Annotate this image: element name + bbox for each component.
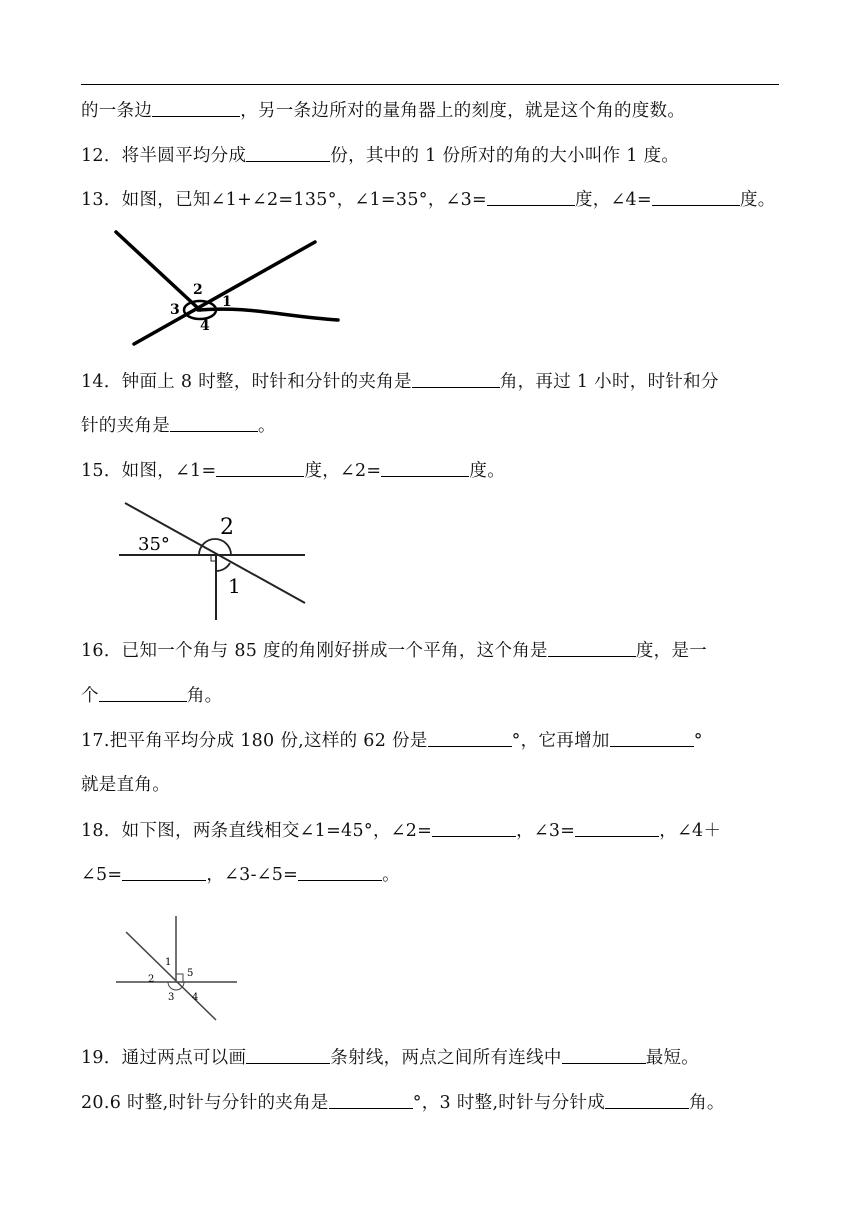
angle-label-1: 1 [165, 957, 172, 968]
text: 12．将半圆平均分成 [81, 146, 247, 166]
answer-blank[interactable] [329, 1090, 413, 1109]
question-18-line-1 [81, 818, 721, 843]
question-13 [81, 187, 776, 212]
answer-blank[interactable] [610, 728, 694, 747]
angle-label-3: 3 [170, 302, 180, 318]
text: 度，∠2= [304, 461, 382, 481]
question-20 [81, 1090, 725, 1115]
answer-blank[interactable] [412, 369, 500, 388]
angle-label-1: 1 [222, 294, 232, 310]
text: 16．已知一个角与 85 度的角刚好拼成一个平角，这个角是 [81, 641, 548, 661]
answer-blank[interactable] [170, 413, 258, 432]
answer-blank[interactable] [246, 143, 330, 162]
text: 18．如下图，两条直线相交∠1=45°，∠2= [81, 821, 433, 841]
figure-15 [115, 500, 310, 624]
question-18-line-2 [81, 862, 400, 887]
answer-blank[interactable] [432, 818, 516, 837]
question-12 [81, 143, 679, 168]
text: ∠5= [81, 865, 123, 885]
answer-blank[interactable] [298, 862, 382, 881]
text: ° [693, 731, 703, 751]
question-17-line-2 [81, 773, 170, 797]
text: 个 [81, 686, 99, 706]
text: 14．钟面上 8 时整，时针和分针的夹角是 [81, 372, 412, 392]
angle-label-4: 4 [192, 992, 199, 1003]
angle-label-1: 1 [228, 574, 241, 598]
angle-label-2: 2 [148, 974, 155, 985]
answer-blank[interactable] [122, 862, 206, 881]
angle-label-5: 5 [187, 968, 194, 979]
text: 角。 [689, 1093, 725, 1113]
header-rule [81, 84, 779, 85]
text: 的一条边 [81, 101, 153, 121]
angle-label-4: 4 [200, 318, 210, 334]
question-14-line-2 [81, 413, 276, 438]
angle-label-2: 2 [220, 515, 234, 540]
answer-blank[interactable] [487, 187, 575, 206]
figure-15-diagram [115, 500, 310, 624]
text: 度。 [739, 190, 776, 210]
answer-blank[interactable] [562, 1045, 646, 1064]
text: 17.把平角平均分成 180 份,这样的 62 份是 [81, 731, 428, 751]
text: 度。 [469, 461, 506, 481]
text: ，∠3-∠5= [206, 865, 299, 885]
given-angle-35: 35° [138, 534, 170, 555]
text: 19．通过两点可以画 [81, 1048, 247, 1068]
text: °，3 时整,时针与分针成 [412, 1093, 606, 1113]
angle-label-3: 3 [168, 992, 175, 1003]
question-14-line-1 [81, 369, 719, 394]
text: °，它再增加 [511, 731, 610, 751]
q11-continuation [81, 98, 685, 123]
text: 角，再过 1 小时，时针和分 [499, 372, 719, 392]
text: 条射线，两点之间所有连线中 [330, 1048, 562, 1068]
text: 20.6 时整,时针与分针的夹角是 [81, 1093, 329, 1113]
text: 13．如图，已知∠1+∠2=135°，∠1=35°，∠3= [81, 190, 487, 210]
text: 份，其中的 1 份所对的角的大小叫作 1 度。 [330, 146, 680, 166]
answer-blank[interactable] [246, 1045, 330, 1064]
figure-18 [112, 912, 244, 1024]
answer-blank[interactable] [99, 683, 187, 702]
text: 针的夹角是 [81, 416, 170, 436]
figure-13 [110, 226, 350, 350]
question-16-line-1 [81, 638, 707, 663]
figure-13-diagram [110, 226, 350, 350]
text: ，∠4＋ [659, 821, 722, 841]
text: ，另一条边所对的量角器上的刻度，就是这个角的度数。 [240, 101, 686, 121]
question-17-line-1 [81, 728, 703, 753]
answer-blank[interactable] [575, 818, 659, 837]
text: 就是直角。 [81, 775, 170, 795]
question-19 [81, 1045, 699, 1070]
text: 最短。 [645, 1048, 700, 1068]
answer-blank[interactable] [216, 458, 304, 477]
answer-blank[interactable] [381, 458, 469, 477]
text: ，∠3= [516, 821, 576, 841]
text: 。 [382, 865, 400, 885]
figure-18-diagram [112, 912, 244, 1024]
answer-blank[interactable] [652, 187, 740, 206]
text: 。 [258, 416, 276, 436]
angle-label-2: 2 [193, 282, 203, 298]
text: 度，是一 [635, 641, 708, 661]
text: 度，∠4= [574, 190, 652, 210]
answer-blank[interactable] [548, 638, 636, 657]
question-16-line-2 [81, 683, 222, 708]
question-15 [81, 458, 505, 483]
text: 角。 [186, 686, 223, 706]
answer-blank[interactable] [428, 728, 512, 747]
answer-blank[interactable] [152, 98, 240, 117]
text: 15．如图，∠1= [81, 461, 217, 481]
answer-blank[interactable] [605, 1090, 689, 1109]
